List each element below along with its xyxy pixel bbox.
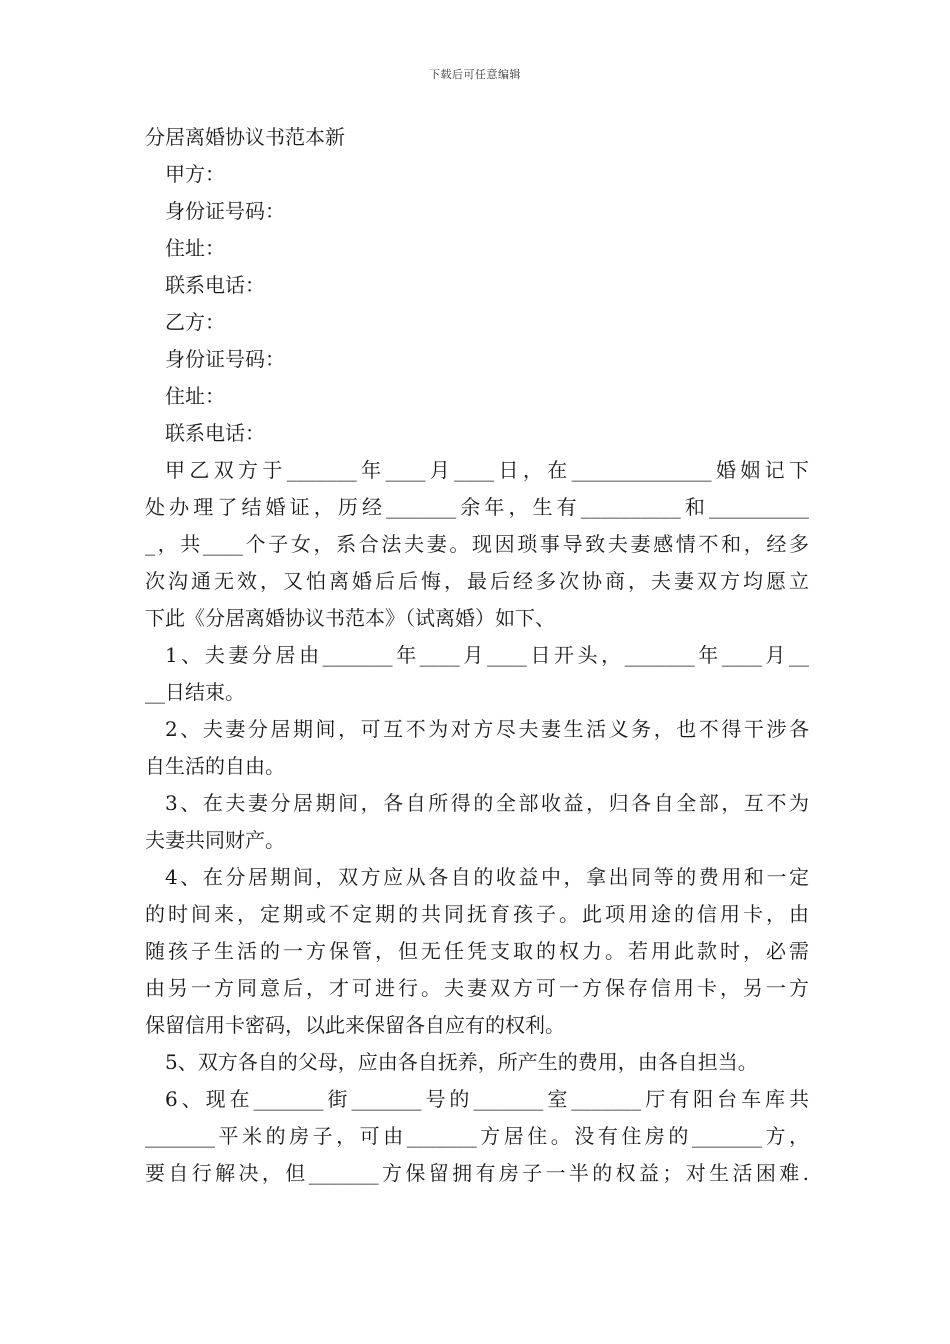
clause-4-line: 4、在分居期间，双方应从各自的收益中，拿出同等的费用和一定 [165,865,809,889]
party-b-label: 乙方： [165,310,225,334]
document-title: 分居离婚协议书范本新 [145,125,345,149]
party-a-phone-label: 联系电话： [165,273,265,297]
intro-paragraph-line: 甲乙双方于_______年____月____日，在______________婚姻记下 [165,458,809,482]
clause-4-line: 由另一方同意后，才可进行。夫妻双方可一方保存信用卡，另一方 [145,976,809,1000]
party-a-id-label: 身份证号码： [165,199,285,223]
clause-1-line: __日结束。 [145,680,245,704]
intro-paragraph-line: 下此《分居离婚协议书范本》（试离婚）如下、 [145,606,555,630]
clause-4-line: 随孩子生活的一方保管，但无任凭支取的权力。若用此款时，必需 [145,939,809,963]
party-a-address-label: 住址： [165,236,225,260]
intro-paragraph-line: 处办理了结婚证，历经_______余年，生有__________和__________ [145,495,809,519]
clause-2-line: 2、夫妻分居期间，可互不为对方尽夫妻生活义务，也不得干涉各 [165,717,809,741]
party-b-phone-label: 联系电话： [165,421,265,445]
clause-4-line: 保留信用卡密码，以此来保留各自应有的权利。 [145,1013,565,1037]
clause-6-line: 要自行解决，但_______方保留拥有房子一半的权益；对生活困难. [145,1161,809,1185]
clause-3-line: 3、在夫妻分居期间，各自所得的全部收益，归各自全部，互不为 [165,791,809,815]
party-a-label: 甲方： [165,162,225,186]
party-b-id-label: 身份证号码： [165,347,285,371]
intro-paragraph-line: 次沟通无效，又怕离婚后后悔，最后经多次协商，夫妻双方均愿立 [145,569,809,593]
intro-paragraph-line: _，共____个子女，系合法夫妻。现因琐事导致夫妻感情不和，经多 [145,532,809,556]
clause-6-line: _______平米的房子，可由_______方居住。没有住房的_______方， [145,1124,809,1148]
party-b-address-label: 住址： [165,384,225,408]
clause-1-line: 1、夫妻分居由_______年____月____日开头，_______年____月__ [165,643,809,667]
clause-2-line: 自生活的自由。 [145,754,285,778]
clause-3-line: 夫妻共同财产。 [145,828,285,852]
clause-6-line: 6、现在_______街_______号的_______室_______厅有阳台车库共 [165,1087,809,1111]
clause-4-line: 的时间来，定期或不定期的共同抚育孩子。此项用途的信用卡，由 [145,902,809,926]
page-header-note: 下载后可任意编辑 [429,68,521,81]
document-body [145,119,809,1192]
clause-5-line: 5、双方各自的父母，应由各自抚养，所产生的费用，由各自担当。 [165,1050,758,1074]
